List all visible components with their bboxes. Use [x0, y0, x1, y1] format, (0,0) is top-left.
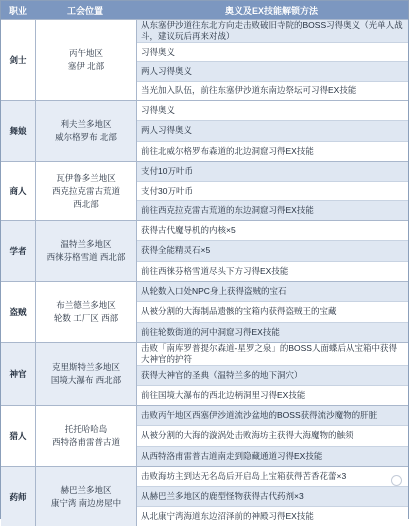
unlock-methods [137, 221, 408, 281]
unlock-method: 获得古代魔导机的内核×5 [137, 221, 408, 241]
guild-location-line: 西特洛甫雷普古道 [51, 437, 120, 447]
guild-location-line: 温特兰多地区 [60, 239, 112, 249]
table-header [1, 1, 408, 19]
job-name: 剑士 [1, 20, 36, 100]
unlock-methods [137, 406, 408, 466]
guild-location [36, 162, 137, 220]
unlock-methods [137, 343, 408, 405]
header-method: 奥义及EX技能解锁方法 [224, 5, 318, 16]
unlock-method: 前往西克拉克雷古荒道的东边洞窟习得EX技能 [137, 201, 408, 220]
unlock-method: 支付10万叶币 [137, 162, 408, 182]
guild-location [36, 20, 137, 100]
guild-location-line: 西北部 [73, 198, 99, 209]
unlock-method: 支付30万叶币 [137, 182, 408, 202]
guild-location-line: 瓦伊鲁多兰地区 [56, 172, 116, 183]
unlock-method: 获得全能精灵石×5 [137, 241, 408, 261]
unlock-method: 前往国境大瀑布的西北边柄洞里习得EX技能 [137, 386, 408, 405]
unlock-method: 两人习得奥义 [137, 121, 408, 141]
guild-location-line: 西克拉克雷古荒道 [51, 185, 120, 196]
unlock-method: 从北康宁湾海道东边沼泽前的神殿习得EX技能 [137, 507, 408, 526]
unlock-method: 前往轮数街道的河中洞窟习得EX技能 [137, 323, 408, 342]
guild-location [36, 282, 137, 342]
site-watermark [391, 475, 402, 486]
table-row [1, 342, 408, 405]
guild-location [36, 343, 137, 405]
job-name: 商人 [1, 162, 36, 220]
unlock-method: 从被分割的大海制品遗骸的宝箱内获得盗贼王的宝藏 [137, 302, 408, 322]
table-row [1, 100, 408, 161]
job-name: 药师 [1, 467, 36, 526]
unlock-methods [137, 20, 408, 100]
unlock-method: 习得奥义 [137, 101, 408, 121]
job-name: 舞娘 [1, 101, 36, 161]
unlock-methods [137, 162, 408, 220]
unlock-method: 从轮数入口处NPC身上获得盗贼的宝石 [137, 282, 408, 302]
guild-location-line: 康宁湾 南边房屋中 [50, 497, 122, 508]
table-row [1, 281, 408, 342]
guild-location-line: 国境大瀑布 西北部 [50, 375, 122, 385]
unlock-method: 两人习得奥义 [137, 62, 408, 81]
guild-location-line: 丙午地区 [68, 48, 103, 58]
job-name: 学者 [1, 221, 36, 281]
watermark-logo-icon [391, 475, 402, 486]
guild-location [36, 467, 137, 526]
guild-location [36, 406, 137, 466]
header-guild: 工会位置 [66, 5, 103, 16]
table-row [1, 220, 408, 281]
job-name: 盗贼 [1, 282, 36, 342]
guild-location-line: 利夫兰多地区 [60, 119, 112, 129]
job-name: 猎人 [1, 406, 36, 466]
table-row [1, 19, 408, 100]
unlock-method: 前往北威尔格罗布森道的北边洞窟习得EX技能 [137, 142, 408, 161]
guild-location-line: 塞伊 北部 [67, 61, 105, 71]
unlock-method: 击败丙午地区西塞伊沙道流沙盆地的BOSS获得流沙魔物的肝脏 [137, 406, 408, 426]
guild-location-line: 克里斯特兰多地区 [51, 362, 120, 372]
unlock-method: 击败「南库罗普提尔森道-星罗之泉」的BOSS人面蝶后从宝箱中获得大神官的护符 [137, 343, 408, 366]
guild-location [36, 101, 137, 161]
guild-location-line: 威尔格罗布 北部 [55, 132, 117, 142]
unlock-method: 习得奥义 [137, 43, 408, 62]
unlock-methods [137, 101, 408, 161]
guild-location [36, 221, 137, 281]
guild-location-line: 托托哈哈岛 [64, 424, 108, 434]
table-row [1, 161, 408, 220]
unlock-method: 从赫巴兰多地区的鹿型怪物获得古代药剂×3 [137, 487, 408, 507]
unlock-method: 前往西徕芬格雪道尽头下方习得EX技能 [137, 262, 408, 281]
table-row [1, 466, 408, 526]
unlock-methods [137, 282, 408, 342]
table-row [1, 405, 408, 466]
unlock-method: 从被分割的大海的漩涡处击败海坊主获得大海魔物的触须 [137, 426, 408, 446]
table-body [1, 19, 408, 526]
unlock-method: 当光加入队伍，前往东塞伊沙道东南边祭坛可习得EX技能 [137, 82, 408, 100]
unlock-method: 获得大神官的圣典（温特兰多的地下洞穴） [137, 366, 408, 386]
guild-location-line: 赫巴兰多地区 [60, 484, 112, 495]
guild-location-line: 布兰德兰多地区 [56, 300, 116, 310]
guild-location-line: 轮数 工厂区 西部 [53, 313, 119, 323]
unlock-method: 击败海坊主到达无名岛后开启岛上宝箱获得苦香花蕾×3 [137, 467, 408, 487]
unlock-methods [137, 467, 408, 526]
unlock-method: 从西特洛甫雷普古道南走到隐藏通道习得EX技能 [137, 447, 408, 466]
unlock-method: 从东塞伊沙道往东北方向走击败破旧寺院的BOSS习得奥义（光单人战斗，建议玩后再来对战） [137, 20, 408, 43]
guild-location-line: 西徕芬格雪道 西北部 [46, 252, 126, 262]
job-name: 神官 [1, 343, 36, 405]
header-job: 职业 [8, 5, 27, 16]
